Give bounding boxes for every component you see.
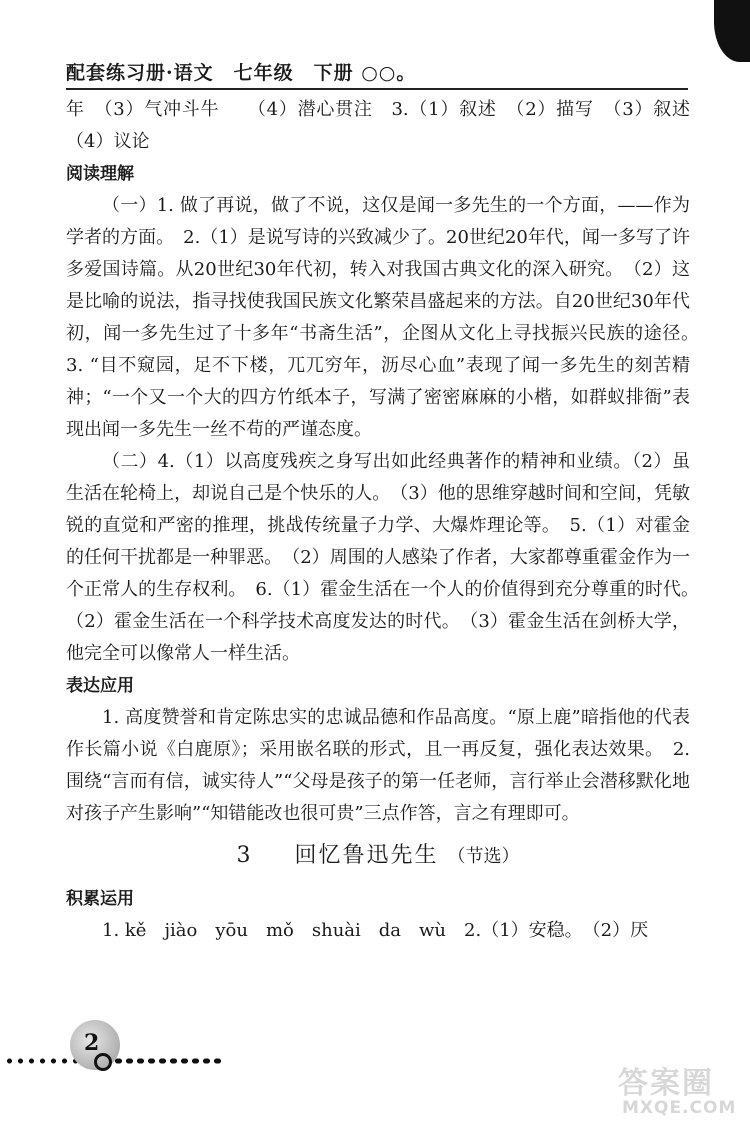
header-rule xyxy=(66,88,688,90)
page-corner-mark xyxy=(714,0,750,62)
site-watermark xyxy=(618,1058,746,1124)
accumulation-heading: 积累运用 xyxy=(66,889,134,909)
lesson-subtitle: （节选） xyxy=(447,846,520,867)
expression-heading: 表达应用 xyxy=(66,676,134,696)
watermark-url: MXQE.COM xyxy=(622,1098,737,1118)
reading-heading: 阅读理解 xyxy=(66,164,134,184)
reading-part-two: （二）4.（1）以高度残疾之身写出如此经典著作的精神和业绩。（2）虽生活在轮椅上，却说自己是个快乐的人。 （3）他的思维穿越时间和空间，凭敏锐的直觉和严密的推理，挑战传统量子力学、大爆炸理论等。 5.（1）对霍金的任何干扰都是一种罪恶。 （2）周围的人感染了作者，大家都尊重霍金作为一个正常人的生存权利。 6.（1）霍金生活在一个人的价值得到充分尊重的时代。 （2）霍金生活在一个科学技术高度发达的时代。 （3）霍金生活在剑桥大学，他完全可以像常人一样生活。 xyxy=(66,451,708,664)
page-number: 2 xyxy=(84,1030,100,1056)
page-content xyxy=(66,94,708,947)
expression-answers: 1. 高度赞誉和肯定陈忠实的忠诚品德和作品高度。“原上鹿”暗指他的代表作长篇小说《白鹿原》；采用嵌名联的形式，且一再反复，强化表达效果。 2. 围绕“言而有信，诚实待人”“父母是孩子的第一任老师，言行举止会潜移默化地对孩子产生影响”“知错能改也很可贵”三点作答，言之有理即可。 xyxy=(66,707,690,824)
reading-part-one: （一）1. 做了再说，做了不说，这仅是闻一多先生的一个方面，——作为学者的方面。 2.（1）是说写诗的兴致减少了。20世纪20年代，闻一多写了许多爱国诗篇。从20世纪30年代初，转入对我国古典文化的深入研究。 （2）这是比喻的说法，指寻找使我国民族文化繁荣昌盛起来的方法。自20世纪30年代初，闻一多先生过了十多年“书斋生活”，企图从文化上寻找振兴民族的途径。 3. “目不窥园，足不下楼，兀兀穷年，沥尽心血”表现了闻一多先生的刻苦精神；“一个又一个大的四方竹纸本子，写满了密密麻麻的小楷，如群蚁排衙”表现出闻一多先生一丝不苟的严谨态度。 xyxy=(66,195,708,440)
accumulation-answers: 1. kě jiào yōu mǒ shuài da wù 2.（1）安稳。 （2）厌 xyxy=(102,920,649,941)
footer-ring-icon xyxy=(94,1053,112,1071)
lesson-name: 回忆鲁迅先生 xyxy=(294,843,439,868)
footer-dotted-line-right xyxy=(112,1056,222,1066)
page-header-title: 配套练习册·语文 七年级 下册 ○○。 xyxy=(66,62,417,84)
watermark-logo-text: 答案圈 xyxy=(618,1066,714,1101)
lesson-number: 3 xyxy=(236,843,253,868)
lesson-title xyxy=(66,834,690,879)
intro-answers: 年 （3）气冲斗牛 （4）潜心贯注 3.（1）叙述 （2）描写 （3）叙述 （4）议论 xyxy=(66,99,708,152)
